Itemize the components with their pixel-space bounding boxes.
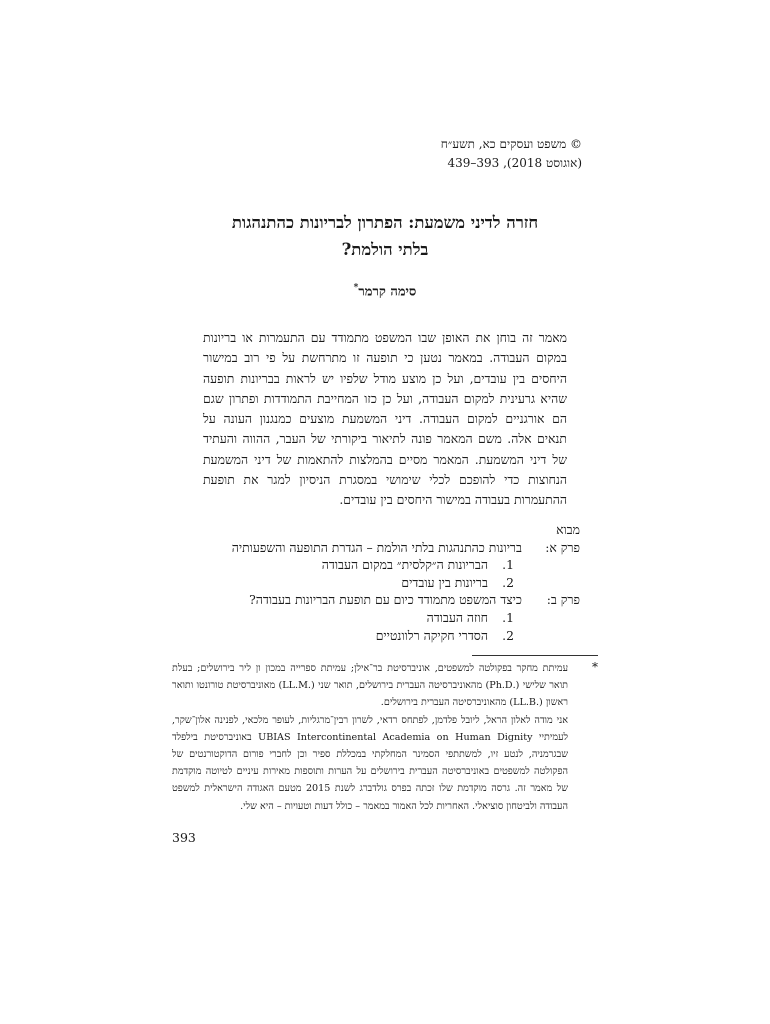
article-title-line-2: בלתי הולמת? bbox=[341, 240, 429, 259]
toc-row-part-a bbox=[180, 539, 580, 557]
toc-row-part-a-item-2 bbox=[180, 574, 580, 592]
toc-part-a-label: פרק א: bbox=[545, 539, 580, 555]
toc-row-intro bbox=[180, 521, 580, 539]
toc-item-text: הבריונות ה״קלסית״ במקום העבודה bbox=[321, 557, 488, 573]
toc-row-part-b-item-1 bbox=[180, 609, 580, 627]
toc-intro: מבוא bbox=[556, 522, 580, 537]
article-title-line-1: חזרה לדיני משמעת: הפתרון לבריונות כהתנהגות bbox=[231, 213, 539, 232]
toc-item-number: 1. bbox=[502, 609, 514, 625]
toc-row-part-b bbox=[180, 591, 580, 609]
article-author bbox=[160, 283, 610, 299]
article-abstract bbox=[203, 328, 567, 511]
toc-part-b-label: פרק ב: bbox=[546, 592, 580, 608]
toc-item-text: חוזה העבודה bbox=[426, 609, 488, 625]
author-name: סימה קרמר bbox=[358, 284, 417, 300]
abstract-text: מאמר זה בוחן את האופן שבו המשפט מתמודד עם התעמרות או בריונות במקום העבודה. במאמר נטען כי תופעה זו מתרחשת על פי רוב במישור היחסים בין עובדים, ועל כן מוצע מודל שלפיו יש לראות בבריונות תופעה שהיא גרעינית למקום העבודה, ועל כן כזו המחייבת התמודדות ופתרון שגם הם אורגניים למקום העבודה. דיני המשמעת מוצעים כמנגנון העונה על תנאים אלה. משם המאמר פונה לתיאור ביקורתי של העבר, ההווה והעתיד של דיני המשמעת. המאמר מסיים בהמלצות להתאמות של דיני המשמעת הנחוצות כדי להופכם לכלי שימושי במסגרת הניסיון למגר את תופעת ההתעמרות בעבודה במישור היחסים בין עובדים. bbox=[203, 330, 567, 508]
toc-part-b-title: כיצד המשפט מתמודד כיום עם תופעת הבריונות בעבודה? bbox=[249, 592, 522, 608]
footnote-acknowledgements: אני מודה לאלון הראל, ליובל פלדמן, לפתחס רדאי, לשרון רבין־מרגליות, לעופר מלכאי, לפנינה אלון־שקר, לעמיתיי UBIAS Intercontinental Academia on Human Dignity באוניברסיטת בילפלד שבגרמניה, לנטע זיו, למשתתפי הסמינר המחלקתי במכללת ספיר וכן לחברי פורום הדוקטורנטים של הפקולטה למשפטים באוניברסיטה העברית בירושלים על הערות ותוספות מאירות עיניים לטיוטה מוקדמת של מאמר זה. גרסה מוקדמת שלו זכתה בפרס גולדברג לשנת 2015 מטעם האגודה הישראלית למשפט העבודה ולביטחון סוציאלי. האחריות לכל האמור במאמר – כולל דעות וטעויות – היא שלי. bbox=[172, 714, 568, 812]
toc-item-text: הסדרי חקיקה רלוונטיים bbox=[375, 627, 488, 643]
journal-header bbox=[222, 135, 582, 173]
footnote-separator bbox=[472, 655, 598, 656]
toc-item-number: 1. bbox=[502, 557, 514, 573]
table-of-contents bbox=[180, 521, 580, 644]
author-footnote-mark: * bbox=[353, 283, 359, 293]
footnote-affiliation: עמיתת מחקר בפקולטה למשפטים, אוניברסיטת בר־אילן; עמיתת ספרייה במכון ון ליר בירושלים; בעלת תואר שלישי (.Ph.D) מהאוניברסיטה העברית בירושלים, תואר שני (.LL.M) מאוניברסיטת טורונטו ותואר ראשון (.LL.B) מהאוניברסיטה העברית בירושלים. bbox=[172, 663, 568, 709]
toc-row-part-a-item-1 bbox=[180, 556, 580, 574]
toc-row-part-b-item-2 bbox=[180, 627, 580, 645]
toc-item-number: 2. bbox=[502, 574, 514, 590]
toc-part-a-title: בריונות כהתנהגות בלתי הולמת – הגדרת התופעה והשפעותיה bbox=[231, 539, 522, 555]
author-footnote bbox=[172, 660, 568, 815]
toc-item-number: 2. bbox=[502, 627, 514, 643]
article-title bbox=[160, 209, 610, 263]
journal-date-pages-line: (אוגוסט 2018), 393–439 bbox=[447, 156, 582, 170]
footnote-mark: * bbox=[592, 660, 598, 674]
page-number: 393 bbox=[172, 830, 196, 845]
journal-citation-line: © משפט ועסקים כא, תשע״ח bbox=[440, 137, 582, 151]
toc-item-text: בריונות בין עובדים bbox=[401, 574, 488, 590]
